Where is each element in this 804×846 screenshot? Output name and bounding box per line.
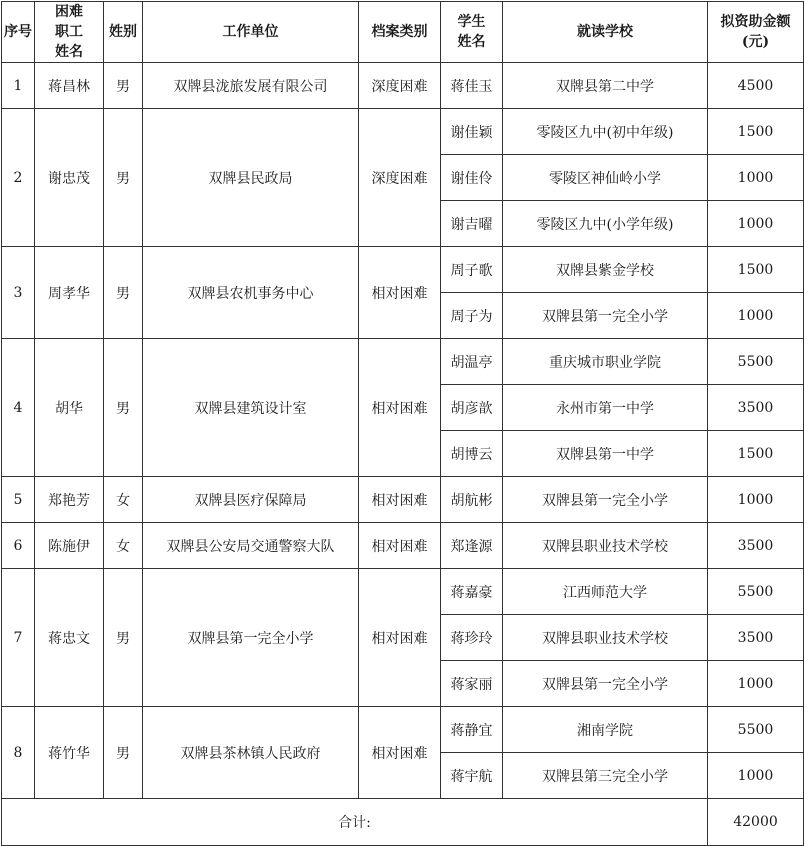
cell-school: 双牌县第一中学 [503, 431, 708, 477]
cell-no: 8 [2, 707, 35, 799]
cell-student-name: 蒋宇航 [441, 753, 503, 799]
cell-amount: 4500 [708, 63, 804, 109]
cell-worker-name: 郑艳芳 [35, 477, 104, 523]
subsidy-table [1, 1, 804, 846]
cell-school: 江西师范大学 [503, 569, 708, 615]
cell-worker-name: 陈施伊 [35, 523, 104, 569]
cell-category: 相对困难 [359, 707, 441, 799]
header-no: 序号 [2, 2, 35, 63]
cell-amount: 1000 [708, 753, 804, 799]
total-row [2, 799, 804, 846]
cell-amount: 1000 [708, 201, 804, 247]
table-row [2, 339, 804, 385]
cell-student-name: 蒋佳玉 [441, 63, 503, 109]
header-row [2, 2, 804, 63]
cell-no: 5 [2, 477, 35, 523]
cell-worker-name: 蒋竹华 [35, 707, 104, 799]
cell-gender: 女 [104, 523, 143, 569]
cell-amount: 5500 [708, 339, 804, 385]
header-unit: 工作单位 [143, 2, 359, 63]
table-row [2, 569, 804, 615]
cell-school: 双牌县第三完全小学 [503, 753, 708, 799]
total-amount: 42000 [708, 799, 804, 846]
total-label: 合计: [2, 799, 708, 846]
cell-amount: 3500 [708, 385, 804, 431]
cell-school: 湘南学院 [503, 707, 708, 753]
table-body [2, 63, 804, 846]
header-school: 就读学校 [503, 2, 708, 63]
cell-worker-name: 蒋昌林 [35, 63, 104, 109]
cell-student-name: 蒋家丽 [441, 661, 503, 707]
cell-no: 6 [2, 523, 35, 569]
cell-work-unit: 双牌县泷旅发展有限公司 [143, 63, 359, 109]
cell-student-name: 郑逢源 [441, 523, 503, 569]
cell-gender: 女 [104, 477, 143, 523]
cell-amount: 1500 [708, 109, 804, 155]
cell-work-unit: 双牌县第一完全小学 [143, 569, 359, 707]
cell-school: 双牌县职业技术学校 [503, 615, 708, 661]
table-row [2, 477, 804, 523]
cell-category: 深度困难 [359, 109, 441, 247]
cell-school: 双牌县第一完全小学 [503, 477, 708, 523]
cell-no: 2 [2, 109, 35, 247]
cell-school: 双牌县职业技术学校 [503, 523, 708, 569]
cell-student-name: 蒋珍玲 [441, 615, 503, 661]
cell-worker-name: 蒋忠文 [35, 569, 104, 707]
cell-school: 零陵区九中(小学年级) [503, 201, 708, 247]
cell-gender: 男 [104, 63, 143, 109]
cell-gender: 男 [104, 569, 143, 707]
cell-category: 深度困难 [359, 63, 441, 109]
cell-student-name: 蒋嘉豪 [441, 569, 503, 615]
cell-amount: 3500 [708, 615, 804, 661]
cell-student-name: 谢佳颖 [441, 109, 503, 155]
cell-school: 双牌县第二中学 [503, 63, 708, 109]
cell-student-name: 胡温亭 [441, 339, 503, 385]
table-row [2, 247, 804, 293]
header-amount: 拟资助金额 (元) [708, 2, 804, 63]
cell-category: 相对困难 [359, 523, 441, 569]
cell-amount: 1500 [708, 431, 804, 477]
cell-work-unit: 双牌县建筑设计室 [143, 339, 359, 477]
cell-amount: 1000 [708, 155, 804, 201]
cell-school: 双牌县第一完全小学 [503, 293, 708, 339]
cell-category: 相对困难 [359, 569, 441, 707]
cell-no: 4 [2, 339, 35, 477]
cell-worker-name: 周孝华 [35, 247, 104, 339]
cell-student-name: 胡航彬 [441, 477, 503, 523]
cell-no: 7 [2, 569, 35, 707]
cell-amount: 5500 [708, 569, 804, 615]
table-row [2, 63, 804, 109]
cell-amount: 1000 [708, 293, 804, 339]
cell-student-name: 胡博云 [441, 431, 503, 477]
table-row [2, 523, 804, 569]
cell-category: 相对困难 [359, 477, 441, 523]
cell-worker-name: 胡华 [35, 339, 104, 477]
cell-gender: 男 [104, 707, 143, 799]
cell-student-name: 周子为 [441, 293, 503, 339]
header-worker: 困难职工姓名 [35, 2, 104, 63]
cell-no: 3 [2, 247, 35, 339]
cell-amount: 1000 [708, 477, 804, 523]
cell-amount: 1000 [708, 661, 804, 707]
cell-category: 相对困难 [359, 247, 441, 339]
cell-work-unit: 双牌县医疗保障局 [143, 477, 359, 523]
cell-student-name: 谢佳伶 [441, 155, 503, 201]
cell-gender: 男 [104, 109, 143, 247]
cell-school: 零陵区九中(初中年级) [503, 109, 708, 155]
cell-no: 1 [2, 63, 35, 109]
cell-worker-name: 谢忠茂 [35, 109, 104, 247]
cell-student-name: 蒋静宜 [441, 707, 503, 753]
cell-school: 双牌县第一完全小学 [503, 661, 708, 707]
cell-school: 永州市第一中学 [503, 385, 708, 431]
cell-student-name: 谢吉曜 [441, 201, 503, 247]
header-gender: 姓别 [104, 2, 143, 63]
cell-amount: 1500 [708, 247, 804, 293]
cell-gender: 男 [104, 247, 143, 339]
cell-gender: 男 [104, 339, 143, 477]
header-student: 学生姓名 [441, 2, 503, 63]
cell-amount: 3500 [708, 523, 804, 569]
cell-work-unit: 双牌县民政局 [143, 109, 359, 247]
cell-category: 相对困难 [359, 339, 441, 477]
cell-work-unit: 双牌县茶林镇人民政府 [143, 707, 359, 799]
cell-school: 双牌县紫金学校 [503, 247, 708, 293]
table-row [2, 707, 804, 753]
cell-student-name: 胡彦歆 [441, 385, 503, 431]
cell-work-unit: 双牌县农机事务中心 [143, 247, 359, 339]
table-row [2, 109, 804, 155]
header-category: 档案类别 [359, 2, 441, 63]
cell-work-unit: 双牌县公安局交通警察大队 [143, 523, 359, 569]
cell-school: 重庆城市职业学院 [503, 339, 708, 385]
cell-school: 零陵区神仙岭小学 [503, 155, 708, 201]
cell-amount: 5500 [708, 707, 804, 753]
cell-student-name: 周子歌 [441, 247, 503, 293]
